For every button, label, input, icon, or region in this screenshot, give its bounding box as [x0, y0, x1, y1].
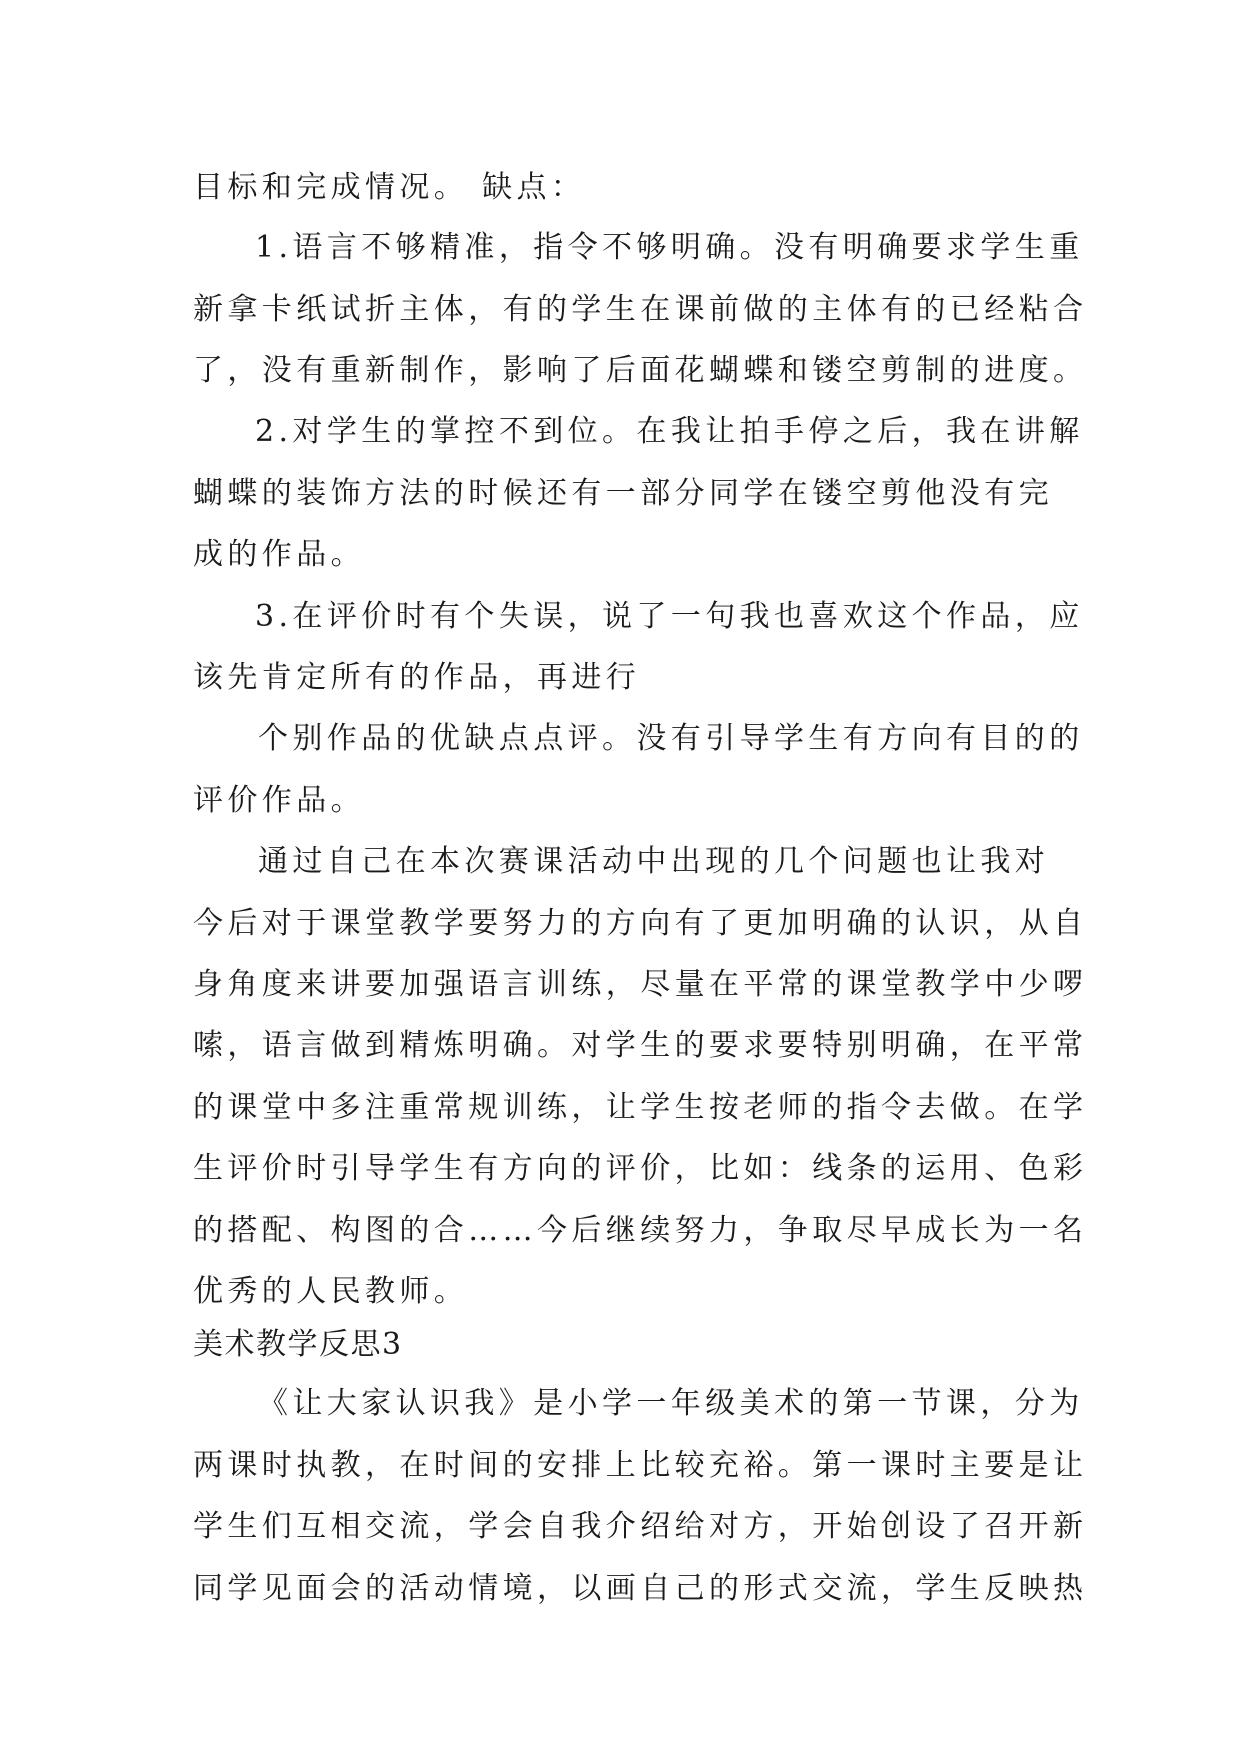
text-line-19: 优秀的人民教师。	[193, 1274, 469, 1309]
text-line-4: 了，没有重新制作，影响了后面花蝴蝶和镂空剪制的进度。	[193, 353, 1088, 388]
text-line-16: 的课堂中多注重常规训练，让学生按老师的指令去做。在学	[193, 1090, 1088, 1125]
text-line-9: 该先肯定所有的作品，再进行	[193, 660, 641, 695]
text-line-7: 成的作品。	[193, 537, 365, 572]
text-line-11: 评价作品。	[193, 783, 365, 818]
text-line-12: 通过自己在本次赛课活动中出现的几个问题也让我对	[258, 844, 1050, 879]
text-line-2: 1.语言不够精准，指令不够明确。没有明确要求学生重	[255, 230, 1084, 265]
text-line-24: 同学见面会的活动情境，以画自己的形式交流，学生反映热	[193, 1571, 1088, 1606]
text-line-10: 个别作品的优缺点点评。没有引导学生有方向有目的的	[258, 721, 1084, 756]
text-line-1: 目标和完成情况。 缺点：	[193, 170, 586, 205]
text-line-8: 3.在评价时有个失误，说了一句我也喜欢这个作品，应	[255, 599, 1084, 634]
text-line-13: 今后对于课堂教学要努力的方向有了更加明确的认识，从自	[193, 906, 1088, 941]
text-line-22: 两课时执教，在时间的安排上比较充裕。第一课时主要是让	[193, 1448, 1088, 1483]
text-line-23: 学生们互相交流，学会自我介绍给对方，开始创设了召开新	[193, 1509, 1088, 1544]
text-line-14: 身角度来讲要加强语言训练，尽量在平常的课堂教学中少啰	[193, 967, 1088, 1002]
text-line-3: 新拿卡纸试折主体，有的学生在课前做的主体有的已经粘合	[193, 292, 1088, 327]
text-line-15: 嗦，语言做到精炼明确。对学生的要求要特别明确，在平常	[193, 1028, 1088, 1063]
text-line-6: 蝴蝶的装饰方法的时候还有一部分同学在镂空剪他没有完	[193, 476, 1053, 511]
text-line-5: 2.对学生的掌控不到位。在我让拍手停之后，我在讲解	[255, 414, 1084, 449]
text-line-18: 的搭配、构图的合……今后继续努力，争取尽早成长为一名	[193, 1213, 1088, 1248]
text-line-21: 《让大家认识我》是小学一年级美术的第一节课，分为	[258, 1386, 1084, 1421]
section-heading: 美术教学反思3	[193, 1327, 403, 1362]
text-line-17: 生评价时引导学生有方向的评价，比如：线条的运用、色彩	[193, 1151, 1088, 1186]
